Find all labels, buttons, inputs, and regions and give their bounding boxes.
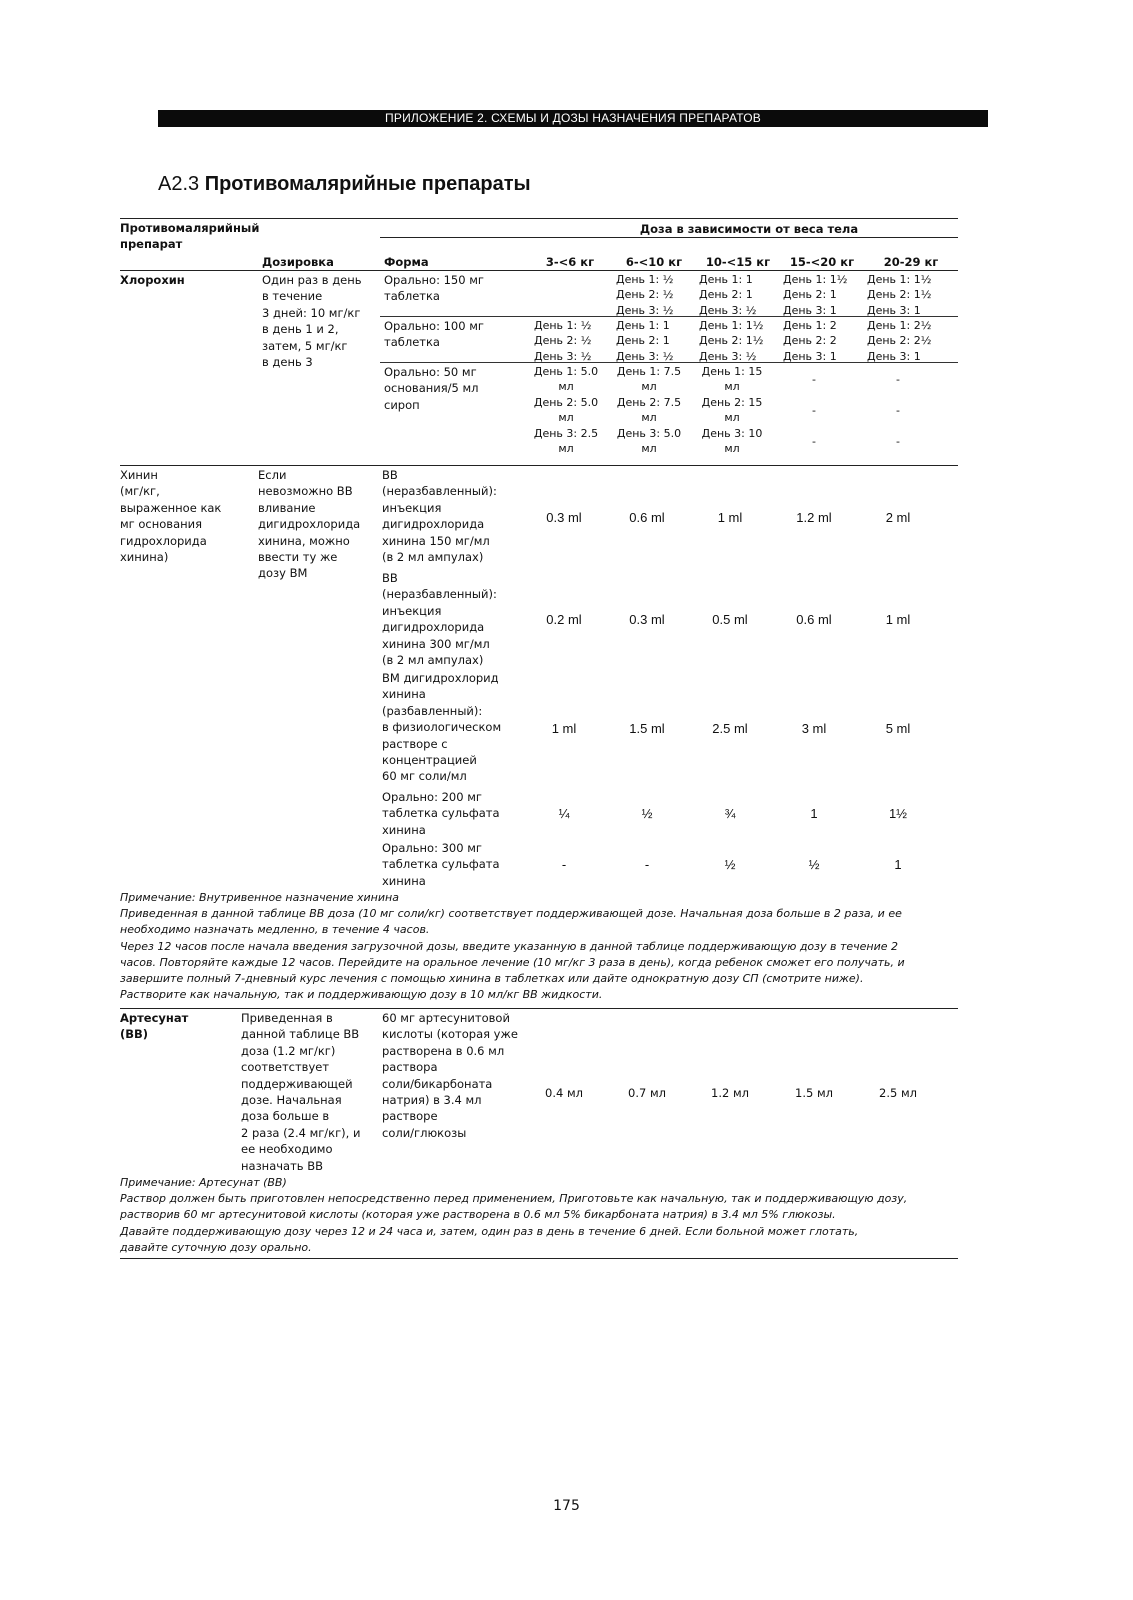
quinine-form-im: ВМ дигидрохлорид хинина (разбавленный): в физиологическом растворе с концентрацией 60 мг соли/мл: [382, 671, 502, 784]
artesunate-w2: 0.7 мл: [628, 1086, 666, 1100]
row-divider: [380, 316, 958, 317]
chloroquine-form-150: Орально: 150 мг таблетка: [384, 273, 484, 304]
quinine-oral300-w2: -: [644, 857, 650, 872]
artesunate-w5: 2.5 мл: [879, 1086, 917, 1100]
quinine-iv300-w1: 0.2 ml: [546, 612, 582, 627]
header-dosage: Дозировка: [262, 255, 334, 269]
chloroquine-100-w3: День 1: 1½ День 2: 1½ День 3: ½: [699, 319, 764, 363]
chloroquine-100-w5: День 1: 2½ День 2: 2½ День 3: 1: [867, 319, 932, 363]
quinine-note: Примечание: Внутривенное назначение хинина Приведенная в данной таблице ВВ доза (10 мг соли/кг) соответствует поддерживающей дозе. Начальная доза больше в 2 раза, и ее необходимо назначать медленно, в течение 4 часов. Через 12 часов после начала введения загрузочной дозы, введите указанную в данной таблице поддерживающую дозу в течение 2 часов. Повторяйте каждые 12 часов. Перейдите на оральное лечение (10 мг/кг 3 раза в день), когда ребенок сможет его получать, и завершите полный 7-дневный курс лечения с помощью хинина в таблетках или дайте однократную дозу СП (смотрите ниже). Растворите как начальную, так и поддерживающую дозу в 10 мл/кг ВВ жидкости.: [120, 891, 905, 1002]
section-title: [158, 172, 531, 196]
header-weight-3: 10-<15 кг: [705, 255, 771, 269]
quinine-iv300-w5: 1 ml: [885, 612, 911, 627]
quinine-im-w5: 5 ml: [885, 721, 911, 736]
table-bottom-rule: [120, 1258, 958, 1259]
quinine-im-w4: 3 ml: [801, 721, 827, 736]
header-drug: Противомалярийный препарат: [120, 221, 260, 252]
chloroquine-150-w5: День 1: 1½ День 2: 1½ День 3: 1: [867, 273, 932, 317]
header-sub-rule: [380, 237, 958, 238]
chloroquine-syrup-w2: День 1: 7.5 мл День 2: 7.5 мл День 3: 5.0 мл: [616, 365, 682, 456]
quinine-im-w2: 1.5 ml: [629, 721, 665, 736]
drug-chloroquine: Хлорохин: [120, 273, 185, 287]
chloroquine-100-w1: День 1: ½ День 2: ½ День 3: ½: [534, 319, 592, 363]
quinine-oral200-w3: ¾: [724, 806, 736, 821]
quinine-form-oral-200: Орально: 200 мг таблетка сульфата хинина: [382, 790, 500, 837]
quinine-oral300-w1: -: [561, 857, 567, 872]
header-weight-4: 15-<20 кг: [789, 255, 855, 269]
quinine-form-iv-150: ВВ (неразбавленный): инъекция дигидрохлорида хинина 150 мг/мл (в 2 мл ампулах): [382, 468, 497, 565]
page-number: 175: [553, 1498, 580, 1514]
chloroquine-100-w4: День 1: 2 День 2: 2 День 3: 1: [783, 319, 837, 363]
header-weight-1: 3-<6 кг: [545, 255, 595, 269]
quinine-oral300-w4: ½: [808, 857, 820, 872]
header-bottom-rule: [120, 270, 958, 271]
section-heading: Противомалярийные препараты: [204, 173, 531, 195]
appendix-banner: ПРИЛОЖЕНИЕ 2. СХЕМЫ И ДОЗЫ НАЗНАЧЕНИЯ ПРЕПАРАТОВ: [158, 110, 988, 127]
chloroquine-form-100: Орально: 100 мг таблетка: [384, 319, 484, 350]
section-rule: [120, 1008, 958, 1009]
quinine-iv300-w4: 0.6 ml: [796, 612, 832, 627]
chloroquine-syrup-w4: - - -: [812, 373, 816, 448]
artesunate-w3: 1.2 мл: [711, 1086, 749, 1100]
chloroquine-syrup-w5: - - -: [896, 373, 900, 448]
quinine-im-w3: 2.5 ml: [712, 721, 748, 736]
section-rule: [120, 465, 958, 466]
quinine-oral200-w5: 1½: [888, 806, 908, 821]
quinine-form-oral-300: Орально: 300 мг таблетка сульфата хинина: [382, 841, 500, 888]
chloroquine-150-w3: День 1: 1 День 2: 1 День 3: ½: [699, 273, 757, 317]
row-divider: [380, 362, 958, 363]
quinine-iv150-w5: 2 ml: [885, 510, 911, 525]
quinine-dosage: Если невозможно ВВ вливание дигидрохлорида хинина, можно ввести ту же дозу ВМ: [258, 468, 361, 581]
artesunate-w1: 0.4 мл: [545, 1086, 583, 1100]
quinine-oral200-w2: ½: [641, 806, 653, 821]
artesunate-form: 60 мг артесунитовой кислоты (которая уже растворена в 0.6 мл раствора соли/бикарбоната натрия) в 3.4 мл растворе соли/глюкозы: [382, 1011, 518, 1140]
header-form: Форма: [384, 255, 429, 269]
artesunate-note: Примечание: Артесунат (ВВ) Раствор должен быть приготовлен непосредственно перед применением, Приготовьте как начальную, так и поддерживающую дозу, растворив 60 мг артесунитовой кислоты (которая уже растворена в 0.6 мл 5% бикарбоната натрия) в 3.4 мл 5% глюкозы. Давайте поддерживающую дозу через 12 и 24 часа и, затем, один раз в день в течение 6 дней. Если больной может глотать, давайте суточную дозу орально.: [120, 1176, 908, 1254]
chloroquine-100-w2: День 1: 1 День 2: 1 День 3: ½: [616, 319, 674, 363]
quinine-iv300-w3: 0.5 ml: [712, 612, 748, 627]
quinine-oral300-w5: 1: [894, 857, 902, 872]
chloroquine-syrup-w3: День 1: 15 мл День 2: 15 мл День 3: 10 мл: [701, 365, 763, 456]
chloroquine-150-w4: День 1: 1½ День 2: 1 День 3: 1: [783, 273, 848, 317]
quinine-im-w1: 1 ml: [551, 721, 577, 736]
quinine-form-iv-300: ВВ (неразбавленный): инъекция дигидрохлорида хинина 300 мг/мл (в 2 мл ампулах): [382, 571, 497, 668]
quinine-iv150-w4: 1.2 ml: [796, 510, 832, 525]
section-number: A2.3: [158, 173, 200, 195]
chloroquine-dosage: Один раз в день в течение 3 дней: 10 мг/кг в день 1 и 2, затем, 5 мг/кг в день 3: [262, 273, 362, 370]
table-top-rule: [120, 218, 958, 219]
drug-quinine: Хинин (мг/кг, выраженное как мг основания гидрохлорида хинина): [120, 468, 222, 565]
drug-artesunate: Артесунат (ВВ): [120, 1011, 189, 1042]
quinine-iv150-w2: 0.6 ml: [629, 510, 665, 525]
quinine-iv300-w2: 0.3 ml: [629, 612, 665, 627]
header-weight-2: 6-<10 кг: [625, 255, 683, 269]
artesunate-dosage: Приведенная в данной таблице ВВ доза (1.2 мг/кг) соответствует поддерживающей дозе. Начальная доза больше в 2 раза (2.4 мг/кг), и ее необходимо назначать ВВ: [241, 1011, 361, 1173]
artesunate-w4: 1.5 мл: [795, 1086, 833, 1100]
quinine-iv150-w3: 1 ml: [717, 510, 743, 525]
chloroquine-150-w2: День 1: ½ День 2: ½ День 3: ½: [616, 273, 674, 317]
header-dose-by-weight: Доза в зависимости от веса тела: [639, 222, 859, 236]
quinine-oral300-w3: ½: [724, 857, 736, 872]
quinine-iv150-w1: 0.3 ml: [546, 510, 582, 525]
chloroquine-form-syrup: Орально: 50 мг основания/5 мл сироп: [384, 365, 479, 412]
quinine-oral200-w1: ¼: [558, 806, 570, 821]
header-weight-5: 20-29 кг: [883, 255, 939, 269]
quinine-oral200-w4: 1: [810, 806, 818, 821]
chloroquine-syrup-w1: День 1: 5.0 мл День 2: 5.0 мл День 3: 2.5 мл: [533, 365, 599, 456]
